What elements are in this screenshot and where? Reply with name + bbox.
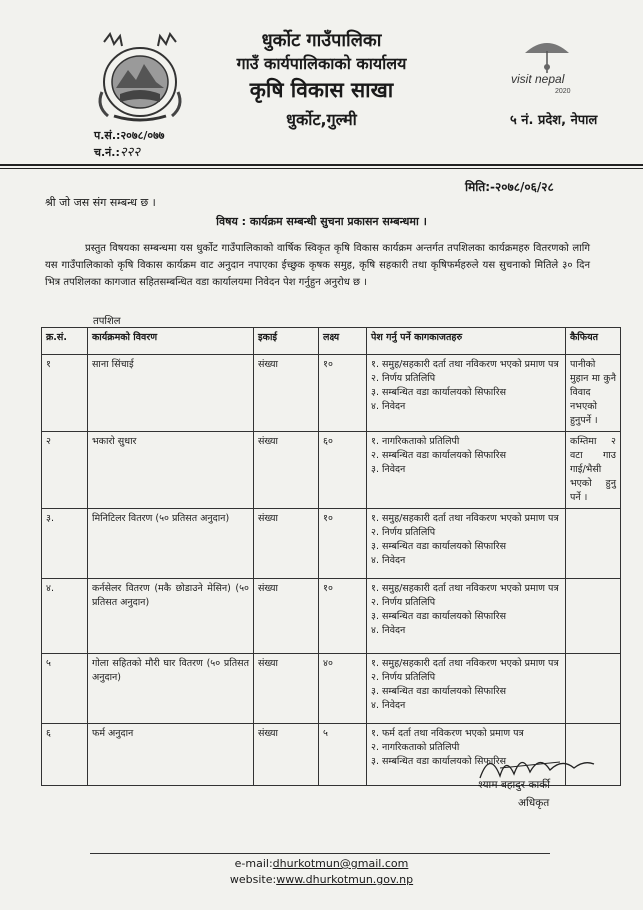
office-location: धुर्कोट,गुल्मी <box>286 110 357 129</box>
header-program: कार्यक्रमको विवरण <box>88 328 254 355</box>
program-table <box>41 327 621 786</box>
cell-documents <box>367 432 566 509</box>
cell-program: गोला सहितको मौरी घार वितरण (५० प्रतिसत अनुदान) <box>88 654 254 724</box>
cell-program: साना सिंचाई <box>88 355 254 432</box>
document-item: १. समुह/सहकारी दर्ता तथा नविकरण भएको प्रमाण पत्र <box>371 658 559 669</box>
office-name-line3: कृषि विकास साखा <box>249 78 394 102</box>
signatory-name: श्याम बहादुर कार्की <box>478 779 550 791</box>
cell-unit: संख्या <box>254 654 319 724</box>
cell-remarks: कम्तिमा २ वटा गाउ गाई/भैसी भएको हुनु पर्ने । <box>566 432 621 509</box>
chalani-label: च.नं.: <box>94 146 120 159</box>
addressee: श्री जो जस संग सम्बन्ध छ । <box>45 196 156 209</box>
body-paragraph <box>45 240 590 291</box>
website-link[interactable]: www.dhurkotmun.gov.np <box>276 873 414 886</box>
document-item: १. फर्म दर्ता तथा नविकरण भएको प्रमाण पत्र <box>371 728 524 739</box>
office-name-line1: धुर्कोट गाउँपालिका <box>261 30 382 51</box>
document-item: १. समुह/सहकारी दर्ता तथा नविकरण भएको प्रमाण पत्र <box>371 583 559 594</box>
province-text: ५ नं. प्रदेश, नेपाल <box>510 113 598 128</box>
visit-nepal-text: visit nepal <box>511 72 565 86</box>
document-item: ३. सम्बन्धित वडा कार्यालयको सिफारिस <box>371 686 507 697</box>
cell-target: १० <box>319 509 367 579</box>
cell-program: मिनिटिलर वितरण (५० प्रतिसत अनुदान) <box>88 509 254 579</box>
email-link[interactable]: dhurkotmun@gmail.com <box>272 857 409 870</box>
cell-program: फर्म अनुदान <box>88 724 254 786</box>
header-divider <box>0 164 643 166</box>
cell-sn: ६ <box>42 724 88 786</box>
visit-nepal-year: 2020 <box>555 88 571 95</box>
footer-website <box>0 873 643 886</box>
chalani-value: २२२ <box>119 145 141 160</box>
cell-sn: १ <box>42 355 88 432</box>
cell-documents <box>367 509 566 579</box>
cell-program: कर्नसेलर वितरण (मकै छोडाउने मेसिन) (५० प्रतिसत अनुदान) <box>88 579 254 654</box>
cell-target: १० <box>319 355 367 432</box>
document-item: १. समुह/सहकारी दर्ता तथा नविकरण भएको प्रमाण पत्र <box>371 513 559 524</box>
cell-target: १० <box>319 579 367 654</box>
document-item: २. सम्बन्धित वडा कार्यालयको सिफारिस <box>371 450 507 461</box>
ps-label: प.सं.: <box>94 129 121 142</box>
document-item: ४. निवेदन <box>371 401 406 412</box>
header-unit: इकाई <box>254 328 319 355</box>
document-item: ३. सम्बन्धित वडा कार्यालयको सिफारिस <box>371 541 507 552</box>
cell-documents <box>367 355 566 432</box>
document-item: २. निर्णय प्रतिलिपि <box>371 597 436 608</box>
header-divider-thin <box>0 168 643 169</box>
cell-unit: संख्या <box>254 579 319 654</box>
document-item: ३. सम्बन्धित वडा कार्यालयको सिफारिस <box>371 387 507 398</box>
reference-numbers <box>94 127 165 161</box>
cell-sn: ४. <box>42 579 88 654</box>
visit-nepal-logo <box>505 33 590 95</box>
cell-documents <box>367 654 566 724</box>
document-item: २. नागरिकताको प्रतिलिपी <box>371 742 460 753</box>
office-name-line2: गाउँ कार्यपालिकाको कार्यालय <box>236 54 407 73</box>
website-label: website: <box>229 873 277 886</box>
table-header-row <box>42 328 621 355</box>
document-item: ३. सम्बन्धित वडा कार्यालयको सिफारिस <box>371 611 507 622</box>
cell-unit: संख्या <box>254 509 319 579</box>
document-item: ४. निवेदन <box>371 700 406 711</box>
document-item: ३. निवेदन <box>371 464 406 475</box>
signatory-title: अधिकृत <box>518 797 550 809</box>
email-label: e-mail: <box>234 857 273 870</box>
letter-date: मिति:-२०७८/०६/२८ <box>465 180 554 194</box>
document-item: १. नागरिकताको प्रतिलिपी <box>371 436 460 447</box>
cell-sn: २ <box>42 432 88 509</box>
header-sn: क्र.सं. <box>42 328 88 355</box>
cell-remarks <box>566 579 621 654</box>
cell-remarks: पानीको मुहान मा कुनै विवाद नभएको हुनुपर्ने । <box>566 355 621 432</box>
cell-remarks <box>566 509 621 579</box>
footer-email <box>0 857 643 870</box>
cell-unit: संख्या <box>254 355 319 432</box>
cell-target: ५ <box>319 724 367 786</box>
subject-line: विषय : कार्यक्रम सम्बन्धी सुचना प्रकासन सम्बन्धमा । <box>216 215 427 228</box>
cell-documents <box>367 579 566 654</box>
table-row <box>42 432 621 509</box>
table-row <box>42 654 621 724</box>
document-item: २. निर्णय प्रतिलिपि <box>371 672 436 683</box>
cell-program: भकारो सुधार <box>88 432 254 509</box>
footer-divider <box>90 853 550 854</box>
header-remarks: कैफियत <box>566 328 621 355</box>
document-item: ४. निवेदन <box>371 625 406 636</box>
document-item: २. निर्णय प्रतिलिपि <box>371 373 436 384</box>
header-documents: पेश गर्नु पर्ने कागकाजतहरु <box>367 328 566 355</box>
cell-remarks <box>566 654 621 724</box>
header-target: लक्ष्य <box>319 328 367 355</box>
table-row <box>42 355 621 432</box>
body-text: प्रस्तुत विषयका सम्बन्धमा यस धुर्कोट गाउँपालिकाको वार्षिक स्विकृत कृषि विकास कार्यक्रम अन्तर्गत तपशिलका कार्यक्रमहरु वितरणको लागि यस गाउँपालिकाको कृषि विकास कार्यक्रम वाट अनुदान नपाएका ईच्छुक कृषक समुह, कृषि सहकारी तथा कृषिफर्महरुले यस सुचनाको मितिले ३० दिन भित्र तपशिलका कागजात सहितसम्बन्धित वडा कार्यालयमा निवेदन पेश गर्नुहुन अनुरोध छ । <box>45 243 590 288</box>
cell-unit: संख्या <box>254 432 319 509</box>
ps-value: २०७८/०७७ <box>120 129 165 142</box>
document-item: ४. निवेदन <box>371 555 406 566</box>
cell-target: ४० <box>319 654 367 724</box>
tapashil-label: तपशिल <box>93 316 121 327</box>
document-item: १. समुह/सहकारी दर्ता तथा नविकरण भएको प्रमाण पत्र <box>371 359 559 370</box>
cell-target: ६० <box>319 432 367 509</box>
document-item: २. निर्णय प्रतिलिपि <box>371 527 436 538</box>
document-item: ३. सम्बन्धित वडा कार्यालयको सिफारिस <box>371 756 507 767</box>
cell-sn: ३. <box>42 509 88 579</box>
cell-unit: संख्या <box>254 724 319 786</box>
cell-sn: ५ <box>42 654 88 724</box>
table-row <box>42 579 621 654</box>
table-row <box>42 509 621 579</box>
